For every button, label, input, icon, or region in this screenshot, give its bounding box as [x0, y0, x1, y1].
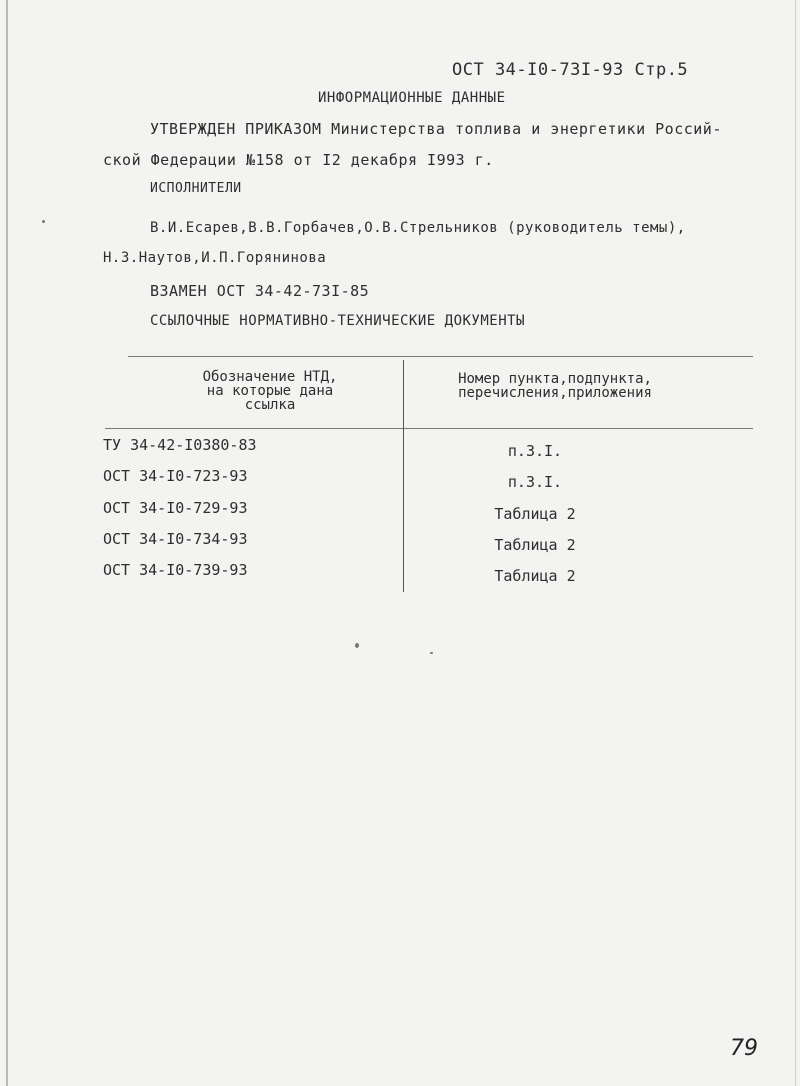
table-row-item: Таблица 2	[494, 536, 576, 554]
table-row-ntd: ТУ 34-42-I0380-83	[103, 436, 257, 454]
executors-line-2: Н.З.Наутов,И.П.Горянинова	[103, 250, 327, 266]
scan-speck	[355, 643, 359, 648]
approved-line-1: УТВЕРЖДЕН ПРИКАЗОМ Министерства топлива и энергетики Россий-	[150, 120, 722, 138]
table-header-ntd-line: ссылка	[244, 397, 296, 413]
table-row-ntd: ОСТ 34-I0-729-93	[103, 499, 248, 517]
table-header-ntd	[150, 370, 390, 412]
scan-edge-right	[795, 0, 796, 1086]
table-row-ntd: ОСТ 34-I0-723-93	[103, 467, 248, 485]
scan-edge-left	[6, 0, 8, 1086]
executors-line-1: В.И.Есарев,В.В.Горбачев,О.В.Стрельников (руководитель темы),	[150, 220, 686, 236]
table-header-item-line: перечисления,приложения	[458, 385, 652, 401]
table-top-rule	[128, 356, 753, 357]
table-header-ntd-line: Обозначение НТД,	[202, 369, 338, 385]
table-column-divider	[403, 360, 404, 592]
scan-speck	[42, 220, 45, 223]
table-header-rule	[105, 428, 753, 429]
table-row-item: Таблица 2	[494, 505, 576, 523]
section-title: ИНФОРМАЦИОННЫЕ ДАННЫЕ	[318, 90, 506, 106]
table-row-item: Таблица 2	[494, 567, 576, 585]
table-row-item: п.3.I.	[507, 442, 563, 460]
references-title: ССЫЛОЧНЫЕ НОРМАТИВНО-ТЕХНИЧЕСКИЕ ДОКУМЕНТЫ	[150, 313, 526, 329]
document-header-code: ОСТ 34-I0-73I-93 Стр.5	[452, 60, 689, 80]
table-row-ntd: ОСТ 34-I0-734-93	[103, 530, 248, 548]
table-header-ntd-line: на которые дана	[206, 383, 334, 399]
replaces-line: ВЗАМЕН ОСТ 34-42-73I-85	[150, 282, 370, 300]
table-row-item: п.3.I.	[507, 473, 563, 491]
approved-line-2: ской Федерации №158 от I2 декабря I993 г.	[103, 151, 494, 169]
table-header-item-line: Номер пункта,подпункта,	[458, 371, 652, 387]
executors-title: ИСПОЛНИТЕЛИ	[150, 181, 242, 196]
scan-speck	[430, 652, 433, 654]
table-row-ntd: ОСТ 34-I0-739-93	[103, 561, 248, 579]
table-header-item	[420, 372, 690, 400]
page-number: 79	[730, 1036, 758, 1061]
